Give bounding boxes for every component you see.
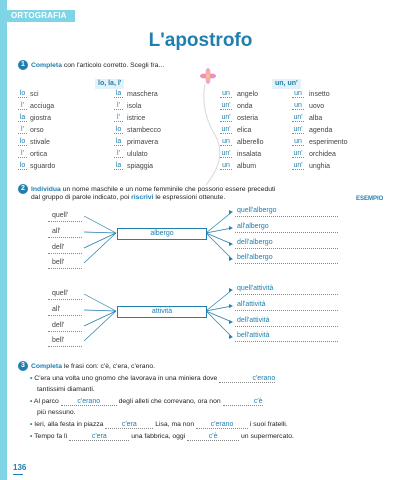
- sentence-3-answer-2: c'erano: [210, 421, 234, 428]
- answer-underline: [235, 232, 338, 233]
- sentence-4-blank-1[interactable]: [69, 433, 129, 441]
- sentence-1-line1: [30, 375, 275, 383]
- ex3-number: 3: [18, 361, 28, 371]
- group-2-answer[interactable]: quell'attività: [237, 285, 274, 292]
- ex1-left-header: lo, la, l': [95, 79, 124, 89]
- ex1-right-header: un, un': [272, 79, 301, 89]
- article-blank[interactable]: un: [220, 162, 232, 170]
- prefix-underline: [48, 315, 82, 316]
- connector-line: [84, 233, 116, 248]
- group-2-prefix: all': [52, 306, 61, 313]
- answer-underline: [235, 216, 338, 217]
- sentence-3-blank-2[interactable]: [196, 421, 248, 429]
- sentence-3-blank-1[interactable]: [105, 421, 153, 429]
- article-blank[interactable]: lo: [115, 126, 122, 133]
- answer-underline: [235, 326, 338, 327]
- answer-underline: [235, 248, 338, 249]
- article-blank[interactable]: un: [292, 138, 304, 146]
- ex3-instruction: [18, 361, 155, 371]
- noun-word: insalata: [237, 151, 262, 158]
- noun-word: elica: [237, 127, 252, 134]
- noun-word: isola: [127, 103, 142, 110]
- article-blank[interactable]: un': [293, 114, 303, 121]
- ex1-number: 1: [18, 60, 28, 70]
- noun-word: onda: [237, 103, 253, 110]
- article-blank[interactable]: la: [115, 138, 122, 145]
- group-1-prefix: all': [52, 228, 61, 235]
- group-2-answer[interactable]: bell'attività: [237, 332, 270, 339]
- ex1-instr-verb: Completa: [31, 61, 62, 69]
- ex3-instr-text: le frasi con: c'è, c'era, c'erano.: [61, 362, 156, 370]
- noun-word: acciuga: [30, 103, 55, 110]
- sentence-2-answer-2: c'è: [253, 398, 263, 405]
- noun-word: album: [237, 163, 257, 170]
- article-blank[interactable]: un: [292, 90, 304, 98]
- answer-underline: [235, 341, 338, 342]
- sentence-2-blank-1[interactable]: [61, 398, 117, 406]
- ex2-instr-text1: un nome maschile e un nome femminile che possono essere preceduti: [60, 185, 276, 193]
- noun-word: uovo: [309, 103, 325, 110]
- article-blank[interactable]: l': [18, 150, 27, 158]
- arrow-line: [206, 233, 232, 259]
- article-blank[interactable]: un': [293, 162, 303, 169]
- arrow-head-icon: [229, 304, 233, 308]
- answer-underline: [235, 310, 338, 311]
- noun-word: unghia: [309, 163, 331, 170]
- sentence-3-text-b: Lisa, ma non: [155, 421, 195, 428]
- connector-line: [84, 311, 116, 326]
- article-blank[interactable]: lo: [19, 90, 26, 97]
- noun-word: alberello: [237, 139, 264, 146]
- prefix-underline: [48, 299, 82, 300]
- sentence-3: [30, 421, 288, 429]
- article-blank[interactable]: un': [221, 102, 231, 109]
- ex2-instr-verb: Individua: [31, 185, 61, 193]
- noun-word: giostra: [30, 115, 52, 122]
- sentence-3-answer-1: c'era: [121, 421, 137, 428]
- prefix-underline: [48, 331, 82, 332]
- noun-word: sguardo: [30, 163, 56, 170]
- article-blank[interactable]: un: [220, 90, 232, 98]
- noun-word: maschera: [127, 91, 158, 98]
- arrow-head-icon: [229, 226, 233, 230]
- noun-word: orso: [30, 127, 44, 134]
- ex2-instr-text2: dal gruppo di parole indicato, poi: [31, 194, 132, 201]
- page-title: L'apostrofo: [148, 30, 253, 51]
- connector-line: [84, 310, 116, 311]
- article-blank[interactable]: la: [115, 162, 122, 169]
- article-blank[interactable]: un': [293, 150, 303, 157]
- sentence-4-text-a: Tempo fa lì: [34, 433, 68, 440]
- sentence-1-answer: c'erano: [252, 375, 276, 382]
- article-blank[interactable]: la: [19, 114, 26, 121]
- arrow-head-icon: [229, 288, 233, 292]
- ex2-instr-verb2: riscrivi: [131, 194, 154, 201]
- sentence-2-text-a: Al parco: [33, 398, 59, 405]
- page-number: 136: [13, 463, 27, 472]
- noun-word: alba: [309, 115, 323, 122]
- prefix-underline: [48, 268, 82, 269]
- noun-word: orchidea: [309, 151, 336, 158]
- section-tag: ORTOGRAFIA: [7, 10, 75, 22]
- group-1-prefix: dell': [52, 244, 65, 251]
- connector-line: [84, 232, 116, 233]
- prefix-underline: [48, 237, 82, 238]
- article-blank[interactable]: l': [114, 102, 123, 110]
- article-blank[interactable]: l': [114, 150, 123, 158]
- group-2-prefix: bell': [52, 337, 65, 344]
- answer-underline: [235, 294, 338, 295]
- bullet-icon: •: [30, 375, 33, 382]
- article-blank[interactable]: lo: [19, 138, 26, 145]
- group-1-answer[interactable]: dell'albergo: [237, 239, 273, 246]
- article-blank[interactable]: l': [18, 126, 27, 134]
- prefix-underline: [48, 221, 82, 222]
- arrow-line: [206, 311, 232, 322]
- noun-word: primavera: [127, 139, 159, 146]
- bullet-icon: •: [30, 421, 33, 428]
- article-blank[interactable]: l': [114, 114, 123, 122]
- group-1-answer[interactable]: quell'albergo: [237, 207, 277, 214]
- article-blank[interactable]: un: [220, 138, 232, 146]
- group-1-answer[interactable]: all'albergo: [237, 223, 269, 230]
- example-badge: ESEMPIO: [356, 196, 384, 202]
- prefix-underline: [48, 346, 82, 347]
- bullet-icon: •: [30, 433, 33, 440]
- sentence-2-line2: più nessuno.: [37, 409, 76, 416]
- sentence-1-blank[interactable]: [219, 375, 275, 383]
- noun-word: angelo: [237, 91, 259, 98]
- article-blank[interactable]: un': [221, 150, 231, 157]
- noun-word: ululato: [127, 151, 148, 158]
- arrow-head-icon: [229, 242, 233, 246]
- sentence-4-blank-2[interactable]: [187, 433, 239, 441]
- arrow-line: [206, 290, 232, 311]
- article-blank[interactable]: la: [115, 90, 122, 97]
- connector-line: [84, 311, 116, 341]
- article-blank[interactable]: l': [18, 102, 27, 110]
- article-blank[interactable]: un': [221, 126, 231, 133]
- sentence-2-text-b: degli alleti che correvano, ora non: [118, 398, 221, 405]
- sentence-4-answer-2: c'è: [208, 433, 218, 440]
- group-2-answer[interactable]: all'attività: [237, 301, 266, 308]
- prefix-underline: [48, 253, 82, 254]
- connector-line: [84, 294, 116, 311]
- group-2-prefix: dell': [52, 322, 65, 329]
- answer-underline: [235, 263, 338, 264]
- group-1-word-box: albergo: [117, 228, 207, 240]
- article-blank[interactable]: un': [293, 126, 303, 133]
- arrow-line: [206, 212, 232, 233]
- sentence-4-text-b: una fabbrica, oggi: [131, 433, 186, 440]
- arrow-head-icon: [229, 320, 233, 324]
- arrow-line: [206, 233, 232, 244]
- noun-word: istrice: [127, 115, 146, 122]
- group-2-prefix: quell': [52, 290, 69, 297]
- sentence-2-blank-2[interactable]: [223, 398, 263, 406]
- connector-line: [84, 233, 116, 263]
- arrow-line: [206, 228, 232, 233]
- noun-word: agenda: [309, 127, 333, 134]
- noun-word: ortica: [30, 151, 48, 158]
- group-1-answer[interactable]: bell'albergo: [237, 254, 273, 261]
- noun-word: esperimento: [309, 139, 348, 146]
- group-1-prefix: quell': [52, 212, 69, 219]
- sentence-2-line1: [30, 398, 263, 406]
- ex1-instr-text: con l'articolo corretto. Scegli fra...: [61, 61, 165, 69]
- bullet-icon: •: [30, 398, 33, 405]
- noun-word: sci: [30, 91, 39, 98]
- arrow-head-icon: [229, 210, 233, 214]
- article-blank[interactable]: lo: [19, 162, 26, 169]
- sentence-1-line2: tantissimi diamanti.: [37, 386, 95, 393]
- ex2-number: 2: [18, 184, 28, 194]
- arrow-line: [206, 311, 232, 337]
- sentence-4-answer-1: c'era: [91, 433, 107, 440]
- article-blank[interactable]: un: [292, 102, 304, 110]
- noun-word: stambecco: [127, 127, 161, 134]
- group-2-word-box: attività: [117, 306, 207, 318]
- noun-word: insetto: [309, 91, 330, 98]
- group-1-prefix: bell': [52, 259, 65, 266]
- arrow-line: [206, 306, 232, 311]
- sentence-2-answer-1: c'erano: [77, 398, 101, 405]
- noun-word: spiaggia: [127, 163, 154, 170]
- article-blank[interactable]: un': [221, 114, 231, 121]
- noun-word: stivale: [30, 139, 50, 146]
- sentence-4: [30, 433, 294, 441]
- page-number-underline: [13, 474, 23, 475]
- sentence-1-text-a: C'era una volta uno gnomo che lavorava in una miniera dove: [34, 375, 218, 382]
- ex2-instr-text3: le espressioni ottenute.: [153, 194, 226, 201]
- group-2-answer[interactable]: dell'attività: [237, 317, 270, 324]
- sentence-4-text-c: un supermercato.: [241, 433, 294, 440]
- connector-line: [84, 216, 116, 233]
- ex3-instr-verb: Completa: [31, 362, 62, 370]
- sentence-3-text-c: i suoi fratelli.: [249, 421, 288, 428]
- noun-word: osteria: [237, 115, 259, 122]
- sentence-3-text-a: Ieri, alla festa in piazza: [34, 421, 104, 428]
